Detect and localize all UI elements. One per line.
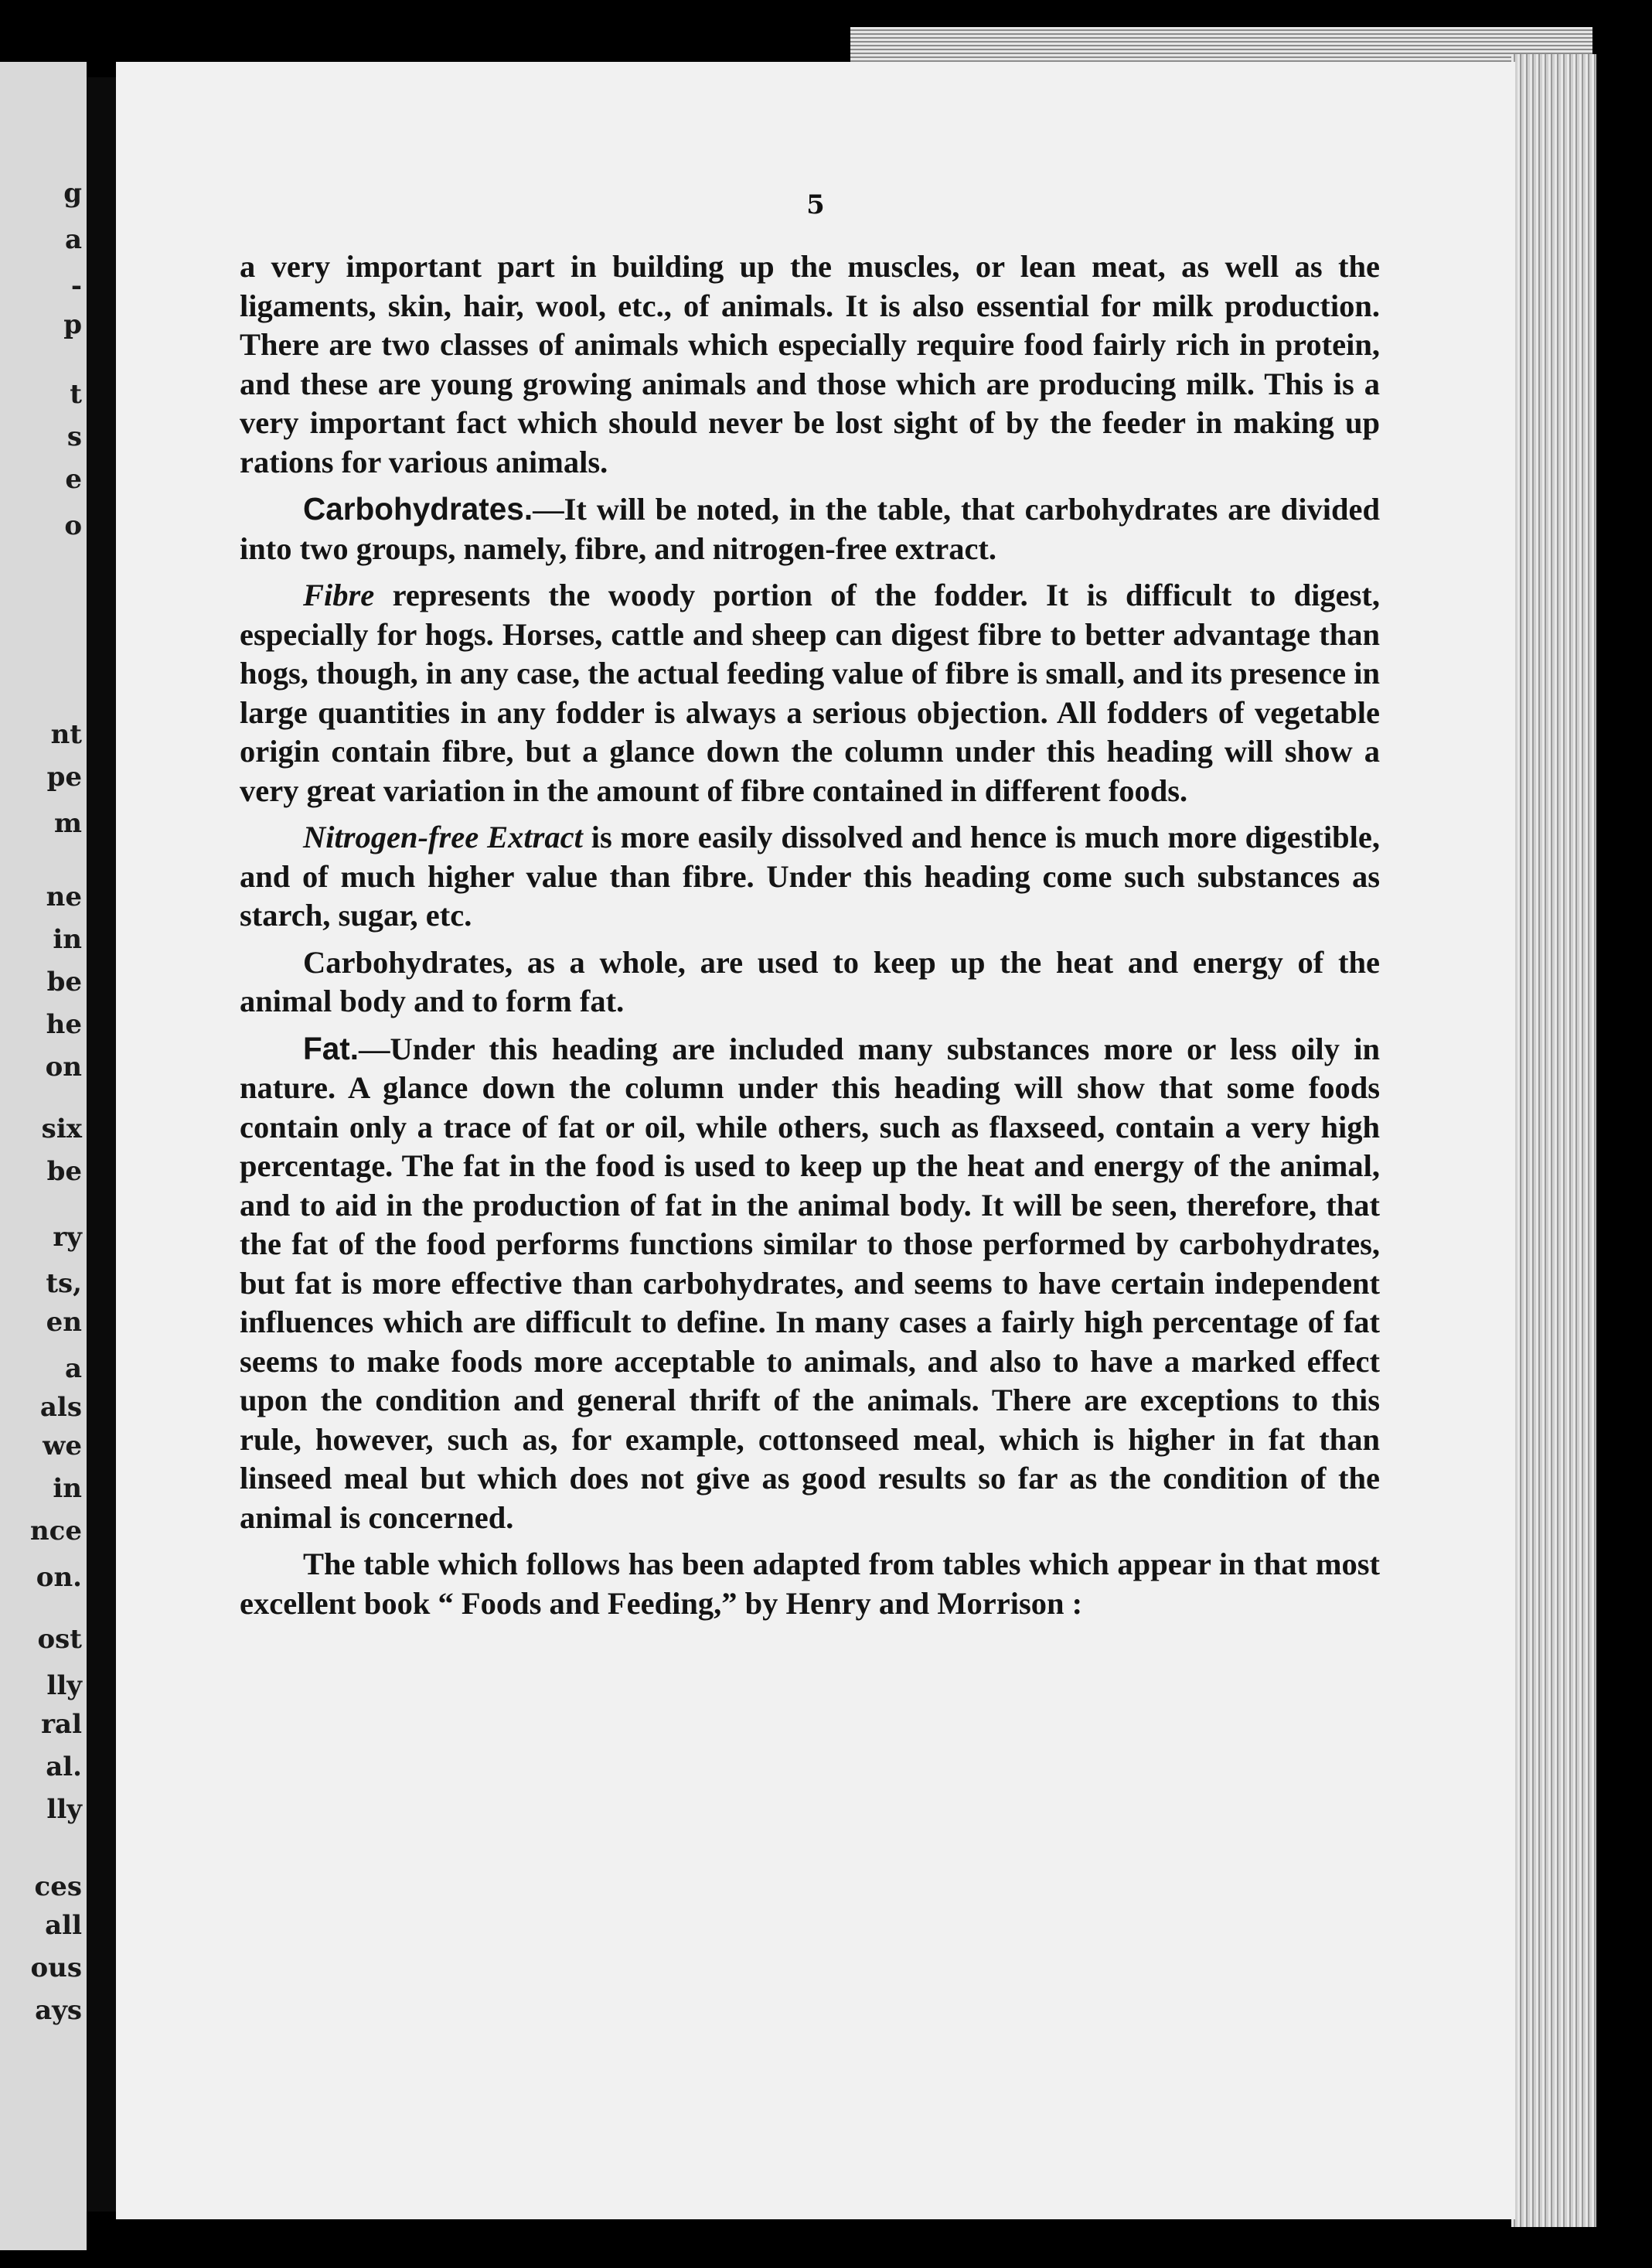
facing-page-fragment-text: p bbox=[63, 309, 82, 340]
book-gutter bbox=[87, 77, 116, 2212]
top-page-edges bbox=[850, 27, 1592, 64]
facing-page-fragment-text: - bbox=[70, 271, 82, 302]
facing-page-fragment-text: o bbox=[64, 510, 82, 541]
facing-page-fragment-text: ry bbox=[53, 1222, 82, 1253]
paragraph-carbohydrates-whole: Carbohydrates, as a whole, are used to keep up the heat and energy of the animal body and to form fat. bbox=[240, 944, 1380, 1018]
facing-page-fragment-text: ays bbox=[35, 1995, 82, 2026]
facing-page-fragment-text: g bbox=[63, 178, 82, 209]
facing-page-fragment-text: pe bbox=[46, 762, 82, 793]
facing-page-fragment-text: t bbox=[70, 379, 82, 410]
facing-page-fragment-text: a bbox=[64, 1353, 82, 1384]
facing-page-fragment-text: lly bbox=[46, 1670, 82, 1701]
book-page bbox=[116, 62, 1515, 2219]
facing-page-fragment-text: s bbox=[66, 421, 82, 452]
term-fibre: Fibre bbox=[303, 578, 375, 612]
term-nitrogen-free-extract: Nitrogen-free Extract bbox=[303, 820, 583, 854]
facing-page-fragment-text: m bbox=[54, 808, 82, 839]
facing-page-fragment-text: on. bbox=[36, 1562, 82, 1593]
facing-page-fragment-text: als bbox=[39, 1392, 82, 1423]
facing-page-fragment-text: in bbox=[53, 924, 82, 955]
facing-page-fragment-text: ost bbox=[37, 1624, 82, 1655]
facing-page-fragment-text: ces bbox=[34, 1871, 82, 1902]
facing-page-fragment-text: ne bbox=[46, 882, 82, 912]
paragraph-carbohydrates bbox=[240, 489, 1380, 568]
facing-page-fragment-text: he bbox=[46, 1009, 82, 1040]
facing-page-fragment-text: six bbox=[41, 1114, 82, 1144]
paragraph-fibre bbox=[240, 576, 1380, 810]
facing-page-fragment-text: e bbox=[65, 464, 82, 495]
facing-page-fragment-text: ral bbox=[41, 1709, 82, 1740]
paragraph-table-intro: The table which follows has been adapted from tables which appear in that most excellent book “ Foods and Feeding,” by Henry and Morrison : bbox=[240, 1547, 1380, 1621]
paragraph-protein-continued: a very important part in building up the muscles, or lean meat, as well as the ligaments, skin, hair, wool, etc., of animals. It is also essential for milk production. There are two classes of animals which especially require food fairly rich in protein, and these are young growing animals and those which are producing milk. This is a very important fact which should never be lost sight of by the feeder in making up rations for various animals. bbox=[240, 249, 1380, 479]
facing-page-fragment-text: ous bbox=[30, 1953, 82, 1983]
facing-page-fragment-text: en bbox=[46, 1307, 82, 1338]
facing-page-fragment-text: be bbox=[46, 967, 82, 998]
facing-page-fragment-text: we bbox=[43, 1431, 82, 1461]
facing-page-fragment-text: lly bbox=[46, 1794, 82, 1825]
facing-page-fragment-text: ts, bbox=[46, 1268, 82, 1299]
heading-carbohydrates: Carbohydrates. bbox=[303, 491, 533, 527]
facing-page-fragment-text: be bbox=[46, 1156, 82, 1187]
facing-page-fragment-text: nt bbox=[50, 719, 82, 750]
carbohydrates-text: —It will be noted, in the table, that carbohydrates are divided into two groups, namely, fibre, and nitrogen-free extract. bbox=[240, 492, 1380, 566]
facing-page-fragment-text: on bbox=[45, 1052, 82, 1083]
facing-page-fragment-text: all bbox=[45, 1910, 82, 1941]
facing-page-fragment-text: in bbox=[53, 1473, 82, 1504]
fat-text: —Under this heading are included many substances more or less oily in nature. A glance down the column under this heading will show that some foods contain only a trace of fat or oil, while others, such as flaxseed, contain a very high percentage. The fat in the food is used to keep up the heat and energy of the animal, and to aid in the production of fat in the animal body. It will be seen, therefore, that the fat of the food performs functions similar to those performed by carbohydrates, but fat is more effective than carbohydrates, and seems to have certain independent influences which are difficult to define. In many cases a fairly high percentage of fat seems to make foods more acceptable to animals, and also to have a marked effect upon the condition and general thrift of the animals. There are exceptions to this rule, however, such as, for example, cottonseed meal, which is higher in fat than linseed meal but which does not give as good results so far as the condition of the animal is concerned. bbox=[240, 1031, 1380, 1535]
facing-page-fragment-text: nce bbox=[29, 1516, 82, 1547]
page-body bbox=[240, 247, 1380, 1631]
facing-page-fragment-text: a bbox=[64, 224, 82, 255]
heading-fat: Fat. bbox=[303, 1030, 359, 1066]
right-page-edges bbox=[1511, 54, 1596, 2227]
paragraph-fat bbox=[240, 1029, 1380, 1538]
paragraph-nitrogen-free-extract bbox=[240, 818, 1380, 936]
facing-page-fragment-text: al. bbox=[46, 1751, 82, 1782]
nitrogen-free-extract-text: is more easily dissolved and hence is much more digestible, and of much higher value than fibre. Under this heading come such substances as starch, sugar, etc. bbox=[240, 820, 1380, 933]
page-number: 5 bbox=[806, 189, 825, 220]
fibre-text: represents the woody portion of the fodder. It is difficult to digest, especially for hogs. Horses, cattle and sheep can digest fibre to better advantage than hogs, though, in any case, the actual feeding value of fibre is small, and its presence in large quantities in any fodder is always a serious objection. All fodders of vegetable origin contain fibre, but a glance down the column under this heading will show a very great variation in the amount of fibre contained in different foods. bbox=[240, 578, 1380, 808]
facing-page-fragment bbox=[0, 62, 87, 2250]
